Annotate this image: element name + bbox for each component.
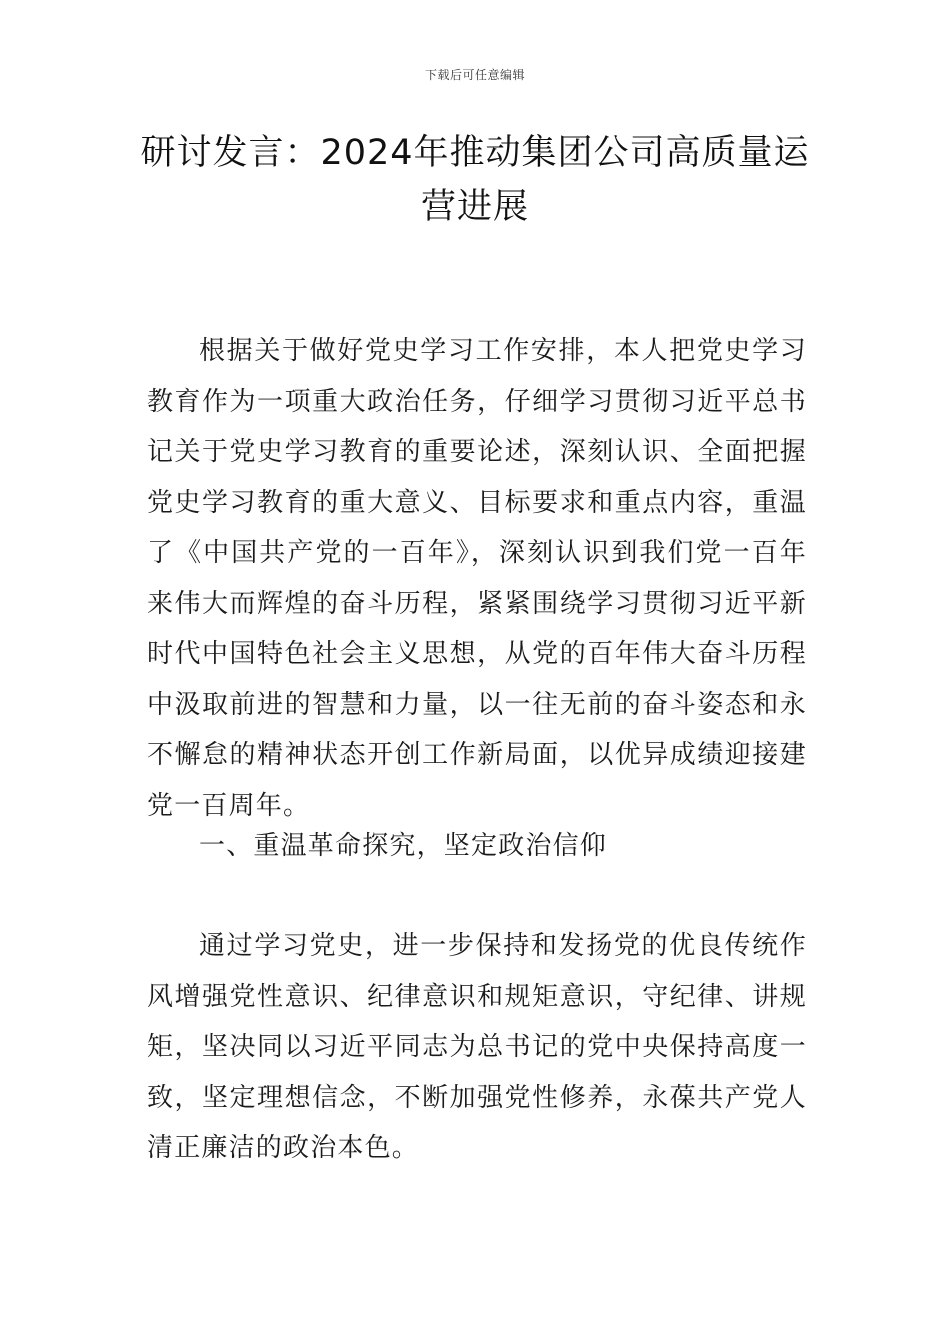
body-paragraph: 通过学习党史，进一步保持和发扬党的优良传统作风增强党性意识、纪律意识和规矩意识，守纪律、讲规矩，坚决同以习近平同志为总书记的党中央保持高度一致，坚定理想信念，不断加强党性修养，永葆共产党人清正廉洁的政治本色。 xyxy=(147,931,807,1163)
section-heading: 一、重温革命探究，坚定政治信仰 xyxy=(199,831,608,861)
document-title: 研讨发言：2024年推动集团公司高质量运营进展 xyxy=(140,133,810,227)
body-paragraph: 根据关于做好党史学习工作安排，本人把党史学习教育作为一项重大政治任务，仔细学习贯彻习近平总书记关于党史学习教育的重要论述，深刻认识、全面把握党史学习教育的重大意义、目标要求和重点内容，重温了《中国共产党的一百年》，深刻认识到我们党一百年来伟大而辉煌的奋斗历程，紧紧围绕学习贯彻习近平新时代中国特色社会主义思想，从党的百年伟大奋斗历程中汲取前进的智慧和力量，以一往无前的奋斗姿态和永不懈怠的精神状态开创工作新局面，以优异成绩迎接建党一百周年。 xyxy=(147,336,807,821)
header-note: 下载后可任意编辑 xyxy=(424,68,525,82)
